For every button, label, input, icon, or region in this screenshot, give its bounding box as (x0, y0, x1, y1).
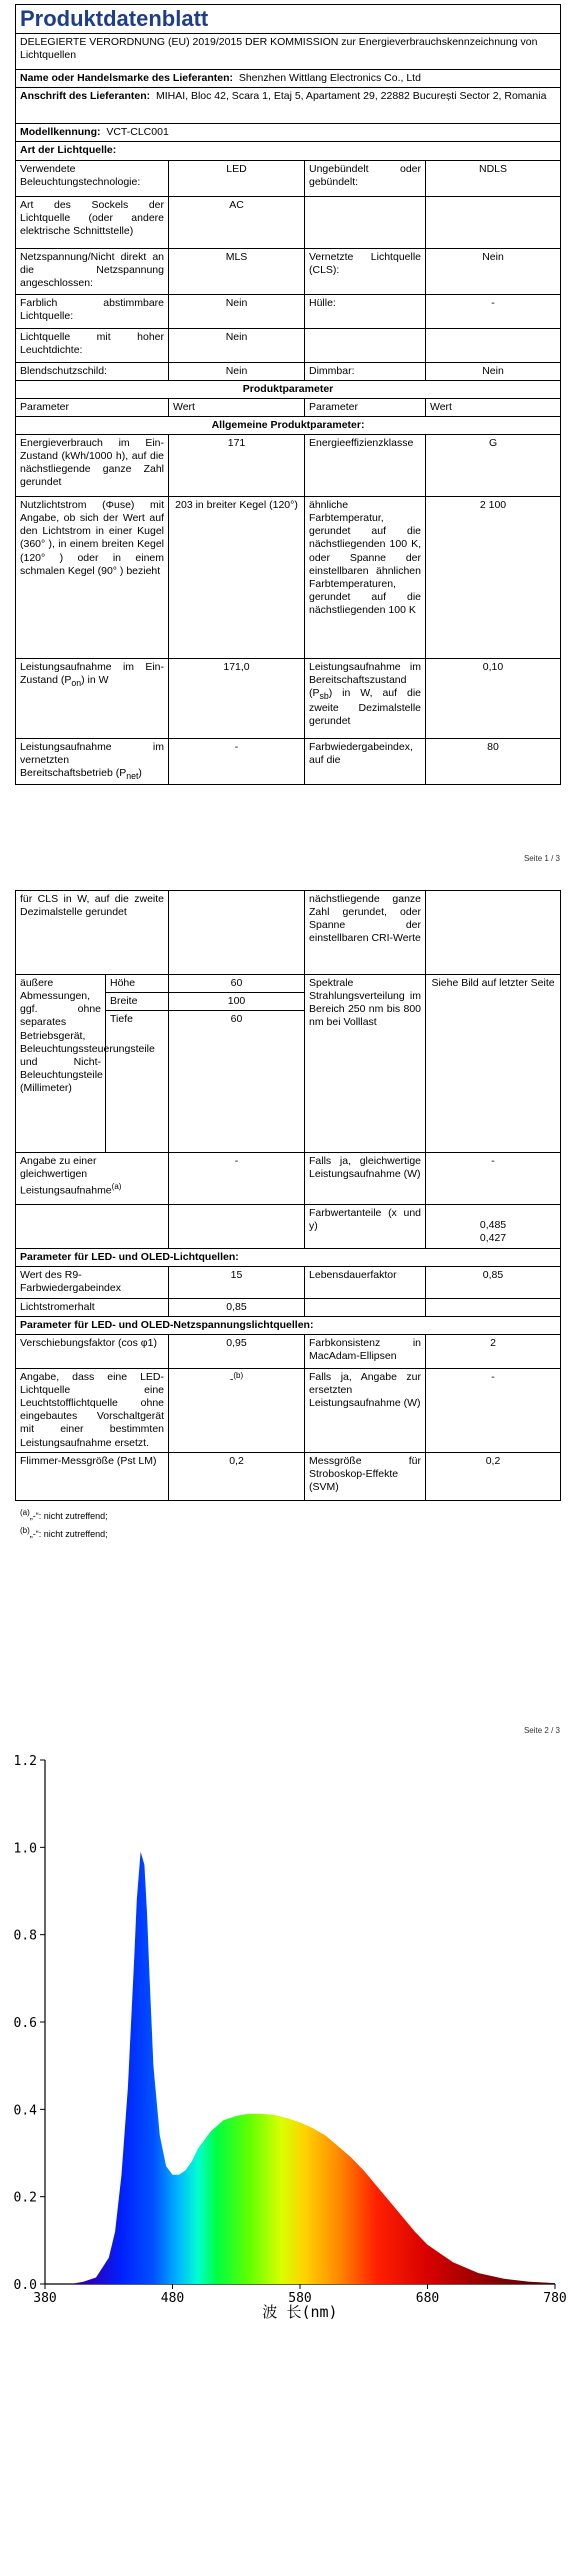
flicker-label: Flimmer-Messgröße (Pst LM) (16, 1452, 169, 1500)
height-value: 60 (169, 975, 305, 993)
empty-cell (305, 196, 426, 248)
empty-cell (305, 1298, 426, 1316)
equivalent-power-w-label: Falls ja, gleichwertige Leistungsaufnahme (W) (305, 1153, 426, 1205)
technology-label: Verwendete Beleuchtungstechnologie: (16, 160, 169, 196)
empty-cell (16, 1205, 169, 1248)
spectral-distribution-chart (0, 1740, 576, 2560)
survival-factor-value: 0,85 (426, 1266, 561, 1298)
power-factor-value: 0,95 (169, 1334, 305, 1368)
power-factor-label: Verschiebungsfaktor (cos φ1) (16, 1334, 169, 1368)
cri-label: Farbwiedergabeindex, auf die (305, 739, 426, 785)
x-tick-label: 580 (288, 2291, 312, 2306)
equivalent-power-w-value: - (426, 1153, 561, 1205)
x-axis-label: 波 长(nm) (262, 2303, 338, 2321)
r9-label: Wert des R9-Farbwiedergabeindex (16, 1266, 169, 1298)
footnote-a: (a)„-“: nicht zutreffend; (20, 1508, 108, 1521)
supplier-name: Shenzhen Wittlang Electronics Co., Ltd (238, 72, 421, 85)
width-label: Breite (106, 993, 169, 1011)
cap-value: AC (169, 196, 305, 248)
high-luminance-label: Lichtquelle mit hoher Leuchtdichte: (16, 328, 169, 362)
standby-power-value: 0,10 (426, 659, 561, 739)
energy-class-label: Energieeffizienzklasse (305, 435, 426, 497)
fluorescent-replacement-value: -$^{(b)}$ (169, 1368, 305, 1452)
on-mode-power-value: 171,0 (169, 659, 305, 739)
y-tick-label: 0.2 (13, 2190, 37, 2206)
networked-standby-label: Leistungsaufnahme im vernetzten Bereitschaftsbetrieb $(P_{net})$ (16, 739, 169, 785)
supplier-name-row (16, 70, 561, 88)
light-source-type-header: Art der Lichtquelle: (16, 142, 561, 160)
depth-label: Tiefe (106, 1011, 169, 1153)
cls-label: Vernetzte Lichtquelle (CLS): (305, 248, 426, 294)
col-value: Wert (169, 398, 305, 416)
col-parameter: Parameter (305, 398, 426, 416)
datasheet-table-page-2 (15, 890, 561, 1501)
supplier-address: MIHAI, Bloc 42, Scara 1, Etaj 5, Apartament 29, 22882 București Sector 2, Romania (155, 90, 547, 103)
replaced-power-label: Falls ja, Angabe zur ersetzten Leistungsaufnahme (W) (305, 1368, 426, 1452)
empty-cell (305, 328, 426, 362)
empty-cell (169, 1205, 305, 1248)
supplier-address-label: Anschrift des Lieferanten: (20, 90, 151, 103)
depth-value: 60 (169, 1011, 305, 1153)
footnote-b: (b)„-“: nicht zutreffend; (20, 1526, 108, 1539)
page-number: Seite 2 / 3 (523, 1726, 560, 1735)
empty-cell (426, 1298, 561, 1316)
networked-standby-value: - (169, 739, 305, 785)
led-mains-params-header: Parameter für LED- und OLED-Netzspannungslichtquellen: (16, 1316, 561, 1334)
useful-flux-label: Nutzlichtstrom (Φuse) mit Angabe, ob sich der Wert auf den Lichtstrom in einer Kugel (360° ), in einem breiten Kegel (120° ) oder in einem schmalen Kegel (90° ) bezieht (16, 497, 169, 659)
led-oled-params-header: Parameter für LED- und OLED-Lichtquellen: (16, 1248, 561, 1266)
mains-value: MLS (169, 248, 305, 294)
macadam-label: Farbkonsistenz in MacAdam-Ellipsen (305, 1334, 426, 1368)
model-label: Modellkennung: (20, 126, 101, 139)
tunable-label: Farblich abstimmbare Lichtquelle: (16, 294, 169, 328)
equivalent-power-value: - (169, 1153, 305, 1205)
survival-factor-label: Lebensdauerfaktor (305, 1266, 426, 1298)
empty-cell (169, 891, 305, 975)
tunable-value: Nein (169, 294, 305, 328)
x-tick-label: 380 (33, 2291, 57, 2306)
page-3 (0, 1740, 576, 2560)
technology-value: LED (169, 160, 305, 196)
stroboscopic-value: 0,2 (426, 1452, 561, 1500)
envelope-value: - (426, 294, 561, 328)
regulation-text: DELEGIERTE VERORDNUNG (EU) 2019/2015 DER KOMMISSION zur Energieverbrauchskennzeichnung von Lichtquellen (16, 34, 561, 70)
page-number: Seite 1 / 3 (523, 854, 560, 863)
useful-flux-value: 203 in breiter Kegel (120°) (169, 497, 305, 659)
model-value: VCT-CLC001 (106, 126, 169, 139)
cct-value: 2 100 (426, 497, 561, 659)
y-tick-label: 0.8 (13, 1928, 37, 1944)
y-tick-label: 0.4 (13, 2103, 37, 2119)
dimmable-label: Dimmbar: (305, 362, 426, 380)
product-params-header: Produktparameter (16, 380, 561, 398)
spectral-distribution-label: Spektrale Strahlungsverteilung im Bereich 250 nm bis 800 nm bei Volllast (305, 975, 426, 1153)
supplier-name-label: Name oder Handelsmarke des Lieferanten: (20, 72, 233, 85)
y-tick-label: 0.0 (13, 2278, 37, 2293)
empty-cell (426, 196, 561, 248)
y-tick-label: 1.0 (13, 1841, 37, 1857)
page-1 (0, 0, 576, 870)
x-tick-label: 680 (415, 2291, 440, 2306)
col-parameter: Parameter (16, 398, 169, 416)
lumen-maintenance-value: 0,85 (169, 1298, 305, 1316)
empty-cell (426, 328, 561, 362)
height-label: Höhe (106, 975, 169, 993)
undirected-label: Ungebündelt oder gebündelt: (305, 160, 426, 196)
cri-value: 80 (426, 739, 561, 785)
replaced-power-value: - (426, 1368, 561, 1452)
equivalent-power-label: Angabe zu einer gleichwertigen Leistungsaufnahme$^{(a)}$ (16, 1153, 169, 1205)
cls-value: Nein (426, 248, 561, 294)
high-luminance-value: Nein (169, 328, 305, 362)
on-mode-power-label: Leistungsaufnahme im Ein-Zustand $(P_{on})$ in W (16, 659, 169, 739)
width-value: 100 (169, 993, 305, 1011)
cri-label-cont: nächstliegende ganze Zahl gerundet, oder Spanne der einstellbaren CRI-Werte (305, 891, 426, 975)
model-row (16, 124, 561, 142)
col-value: Wert (426, 398, 561, 416)
macadam-value: 2 (426, 1334, 561, 1368)
undirected-value: NDLS (426, 160, 561, 196)
dimensions-label: äußere Abmessungen, ggf. ohne separates Betriebsgerät, Beleuchtungssteuerungsteile und Nicht-Beleuchtungsteile (Millimeter) (16, 975, 106, 1153)
lumen-maintenance-label: Lichtstromerhalt (16, 1298, 169, 1316)
flicker-value: 0,2 (169, 1452, 305, 1500)
empty-cell (426, 891, 561, 975)
page-2 (0, 880, 576, 1740)
networked-standby-label-cont: für CLS in W, auf die zweite Dezimalstelle gerundet (16, 891, 169, 975)
stroboscopic-label: Messgröße für Stroboskop-Effekte (SVM) (305, 1452, 426, 1500)
chromaticity-values: 0,485 0,427 (426, 1205, 561, 1248)
envelope-label: Hülle: (305, 294, 426, 328)
chromaticity-label: Farbwertanteile (x und y) (305, 1205, 426, 1248)
datasheet-table-page-1 (15, 4, 561, 785)
energy-consumption-label: Energieverbrauch im Ein-Zustand (kWh/1000 h), auf die nächstliegende ganze Zahl gerundet (16, 435, 169, 497)
cap-label: Art des Sockels der Lichtquelle (oder andere elektrische Schnittstelle) (16, 196, 169, 248)
y-tick-label: 1.2 (13, 1754, 37, 1769)
x-tick-label: 480 (160, 2291, 185, 2306)
dimmable-value: Nein (426, 362, 561, 380)
cct-label: ähnliche Farbtemperatur, gerundet auf die nächstliegenden 100 K, oder Spanne der einstellbaren ähnlichen Farbtemperaturen, gerundet auf die nächstliegenden 100 K (305, 497, 426, 659)
x-tick-label: 780 (543, 2291, 567, 2306)
mains-label: Netzspannung/Nicht direkt an die Netzspannung angeschlossen: (16, 248, 169, 294)
spectrum-area (45, 1852, 555, 2284)
glare-label: Blendschutzschild: (16, 362, 169, 380)
energy-class-value: G (426, 435, 561, 497)
spectral-distribution-value: Siehe Bild auf letzter Seite (426, 975, 561, 1153)
glare-value: Nein (169, 362, 305, 380)
r9-value: 15 (169, 1266, 305, 1298)
page-title: Produktdatenblatt (16, 5, 561, 34)
standby-power-label: Leistungsaufnahme im Bereitschaftszustand $(P_{sb})$ in W, auf die zweite Dezimalstelle gerundet (305, 659, 426, 739)
supplier-address-row (16, 88, 561, 124)
fluorescent-replacement-label: Angabe, dass eine LED-Lichtquelle eine Leuchtstofflichtquelle ohne eingebautes Vorschaltgerät mit einer bestimmten Leistungsaufnahme ersetzt. (16, 1368, 169, 1452)
y-tick-label: 0.6 (13, 2016, 37, 2031)
energy-consumption-value: 171 (169, 435, 305, 497)
general-params-header: Allgemeine Produktparameter: (16, 416, 561, 434)
